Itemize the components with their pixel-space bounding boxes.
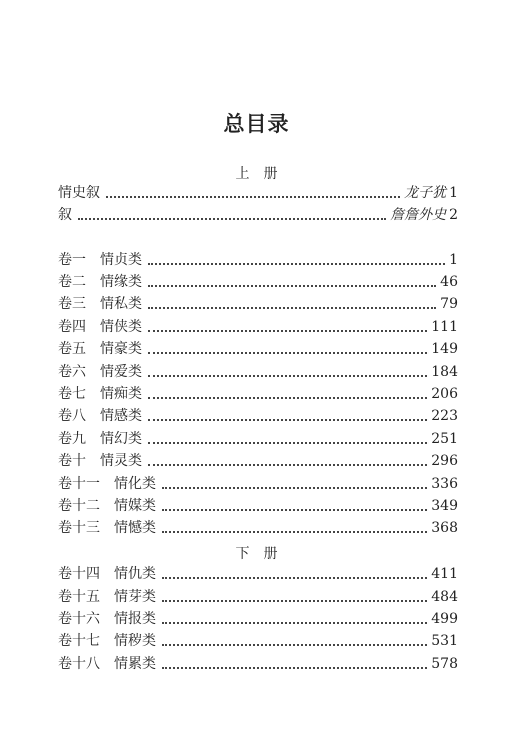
entry-title: 情史叙 [58, 185, 100, 201]
page-number: 1 [449, 185, 458, 201]
dot-leader [148, 397, 427, 399]
chapter-name: 情化类 [114, 476, 156, 492]
page-number: 1 [449, 252, 458, 268]
chapter-name: 情芽类 [114, 589, 156, 605]
chapter-name: 情仇类 [114, 566, 156, 582]
page-number: 2 [449, 207, 458, 223]
juan-number: 卷十六 [58, 611, 100, 627]
page-number: 484 [431, 589, 458, 605]
toc-entry-chapter[interactable] [58, 631, 458, 651]
chapter-name: 情缘类 [100, 274, 142, 290]
juan-number: 卷十四 [58, 566, 100, 582]
juan-number: 卷七 [58, 386, 86, 402]
page-number: 411 [431, 566, 458, 582]
juan-number: 卷八 [58, 408, 86, 424]
dot-leader [162, 600, 427, 602]
juan-number: 卷四 [58, 319, 86, 335]
toc-entry-chapter[interactable] [58, 339, 458, 359]
chapter-name: 情贞类 [100, 252, 142, 268]
page-number: 336 [431, 476, 458, 492]
dot-leader [162, 667, 427, 669]
dot-leader [148, 464, 427, 466]
dot-leader [162, 487, 427, 489]
page-number: 206 [431, 386, 458, 402]
dot-leader [162, 509, 427, 511]
page-number: 578 [431, 656, 458, 672]
dot-leader [148, 307, 436, 309]
entry-author: 龙子犹 [404, 185, 447, 201]
page-number: 111 [431, 319, 458, 335]
toc-entry-chapter[interactable] [58, 406, 458, 426]
chapter-name: 情侠类 [100, 319, 142, 335]
chapter-name: 情豪类 [100, 341, 142, 357]
juan-number: 卷十五 [58, 589, 100, 605]
toc-entry-chapter[interactable] [58, 609, 458, 629]
entry-title: 叙 [58, 207, 72, 223]
page-number: 368 [431, 520, 458, 536]
juan-number: 卷十 [58, 453, 86, 469]
juan-number: 卷十一 [58, 476, 100, 492]
entry-author: 詹詹外史 [390, 207, 447, 223]
volume-heading-upper: 上 册 [235, 166, 278, 182]
toc-entry-chapter[interactable] [58, 654, 458, 674]
toc-entry-chapter[interactable] [58, 429, 458, 449]
toc-entry-chapter[interactable] [58, 518, 458, 538]
dot-leader [162, 644, 427, 646]
toc-entry-chapter[interactable] [58, 250, 458, 270]
juan-number: 卷一 [58, 252, 86, 268]
chapter-name: 情爱类 [100, 364, 142, 380]
juan-number: 卷十二 [58, 498, 100, 514]
chapter-name: 情憾类 [114, 520, 156, 536]
juan-number: 卷二 [58, 274, 86, 290]
page-number: 531 [431, 633, 458, 649]
toc-entry-chapter[interactable] [58, 474, 458, 494]
chapter-name: 情私类 [100, 296, 142, 312]
chapter-name: 情媒类 [114, 498, 156, 514]
dot-leader [162, 531, 427, 533]
dot-leader [148, 263, 445, 265]
toc-entry-chapter[interactable] [58, 272, 458, 292]
toc-entry-chapter[interactable] [58, 496, 458, 516]
page-number: 499 [431, 611, 458, 627]
dot-leader [148, 285, 436, 287]
toc-entry-chapter[interactable] [58, 317, 458, 337]
toc-entry-chapter[interactable] [58, 564, 458, 584]
juan-number: 卷六 [58, 364, 86, 380]
dot-leader [148, 419, 427, 421]
volume-heading-lower: 下 册 [235, 546, 278, 562]
juan-number: 卷十三 [58, 520, 100, 536]
juan-number: 卷十七 [58, 633, 100, 649]
toc-entry-chapter[interactable] [58, 451, 458, 471]
page-number: 184 [431, 364, 458, 380]
page-number: 296 [431, 453, 458, 469]
toc-entry-chapter[interactable] [58, 384, 458, 404]
dot-leader [148, 375, 427, 377]
chapter-name: 情报类 [114, 611, 156, 627]
juan-number: 卷九 [58, 431, 86, 447]
dot-leader [162, 622, 427, 624]
juan-number: 卷十八 [58, 656, 100, 672]
page-number: 223 [431, 408, 458, 424]
toc-entry-chapter[interactable] [58, 294, 458, 314]
toc-entry-chapter[interactable] [58, 587, 458, 607]
page-number: 251 [431, 431, 458, 447]
dot-leader [106, 196, 400, 198]
page-number: 349 [431, 498, 458, 514]
juan-number: 卷五 [58, 341, 86, 357]
chapter-name: 情秽类 [114, 633, 156, 649]
chapter-name: 情累类 [114, 656, 156, 672]
dot-leader [148, 352, 427, 354]
toc-entry-chapter[interactable] [58, 362, 458, 382]
dot-leader [162, 577, 427, 579]
dot-leader [78, 218, 386, 220]
page-number: 46 [440, 274, 458, 290]
chapter-name: 情幻类 [100, 431, 142, 447]
chapter-name: 情痴类 [100, 386, 142, 402]
page-title: 总目录 [223, 111, 290, 136]
chapter-name: 情灵类 [100, 453, 142, 469]
page-number: 149 [431, 341, 458, 357]
page-number: 79 [440, 296, 458, 312]
juan-number: 卷三 [58, 296, 86, 312]
toc-entry-preface[interactable] [58, 205, 458, 225]
toc-entry-preface[interactable] [58, 183, 458, 203]
chapter-name: 情感类 [100, 408, 142, 424]
dot-leader [148, 330, 427, 332]
dot-leader [148, 442, 427, 444]
